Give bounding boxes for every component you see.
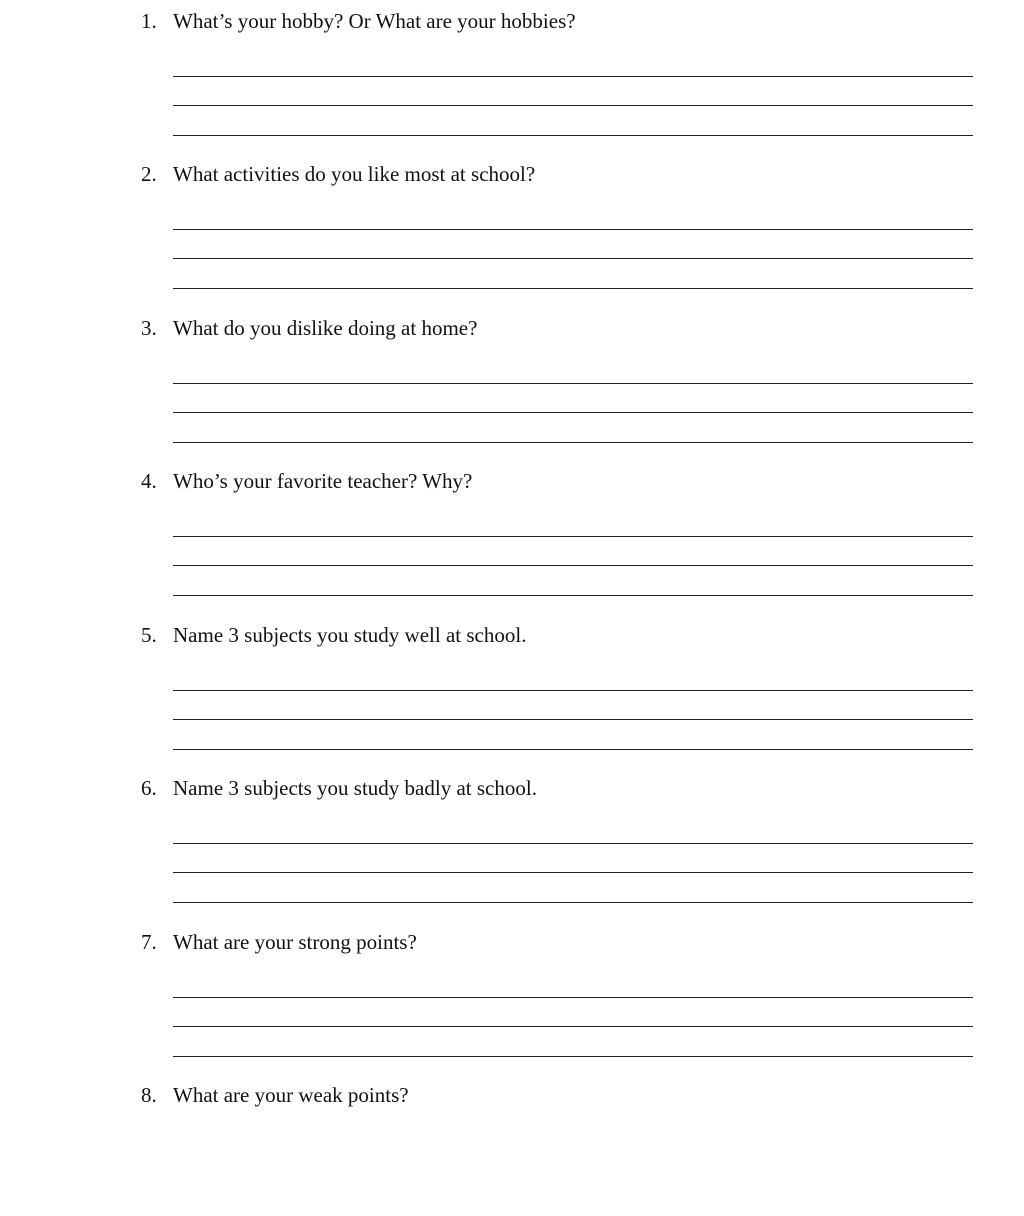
answer-line[interactable] — [173, 719, 973, 720]
question-prompt — [0, 1081, 1024, 1109]
answer-line[interactable] — [173, 997, 973, 998]
question-number: 3. — [141, 316, 157, 340]
question-text: What are your strong points? — [173, 930, 417, 954]
question-2 — [0, 155, 1024, 295]
answer-line[interactable] — [173, 135, 973, 136]
answer-line[interactable] — [173, 229, 973, 230]
question-text: Name 3 subjects you study badly at school. — [173, 776, 537, 800]
answer-line[interactable] — [173, 383, 973, 384]
question-5 — [0, 616, 1024, 756]
question-number: 4. — [141, 469, 157, 493]
answer-line[interactable] — [173, 412, 973, 413]
answer-line[interactable] — [173, 749, 973, 750]
question-number: 1. — [141, 9, 157, 33]
answer-line[interactable] — [173, 288, 973, 289]
question-text: Who’s your favorite teacher? Why? — [173, 469, 473, 493]
answer-line[interactable] — [173, 536, 973, 537]
answer-line[interactable] — [173, 902, 973, 903]
question-prompt — [0, 928, 1024, 956]
question-number: 5. — [141, 623, 157, 647]
question-text: What are your weak points? — [173, 1083, 409, 1107]
answer-line[interactable] — [173, 258, 973, 259]
answer-line[interactable] — [173, 843, 973, 844]
question-prompt — [0, 621, 1024, 649]
answer-line[interactable] — [173, 872, 973, 873]
question-prompt — [0, 314, 1024, 342]
answer-line[interactable] — [173, 1026, 973, 1027]
question-prompt — [0, 7, 1024, 35]
question-8 — [0, 1076, 1024, 1216]
question-text: What’s your hobby? Or What are your hobbies? — [173, 9, 576, 33]
question-prompt — [0, 467, 1024, 495]
answer-line[interactable] — [173, 442, 973, 443]
question-text: What activities do you like most at school? — [173, 162, 536, 186]
question-prompt — [0, 774, 1024, 802]
question-number: 2. — [141, 162, 157, 186]
question-number: 6. — [141, 776, 157, 800]
question-text: Name 3 subjects you study well at school. — [173, 623, 527, 647]
question-text: What do you dislike doing at home? — [173, 316, 478, 340]
question-4 — [0, 462, 1024, 602]
question-prompt — [0, 160, 1024, 188]
answer-line[interactable] — [173, 1056, 973, 1057]
answer-line[interactable] — [173, 105, 973, 106]
question-number: 7. — [141, 930, 157, 954]
question-7 — [0, 923, 1024, 1063]
answer-line[interactable] — [173, 690, 973, 691]
answer-line[interactable] — [173, 565, 973, 566]
question-6 — [0, 769, 1024, 909]
question-number: 8. — [141, 1083, 157, 1107]
question-1 — [0, 2, 1024, 142]
answer-line[interactable] — [173, 76, 973, 77]
answer-line[interactable] — [173, 595, 973, 596]
question-3 — [0, 309, 1024, 449]
